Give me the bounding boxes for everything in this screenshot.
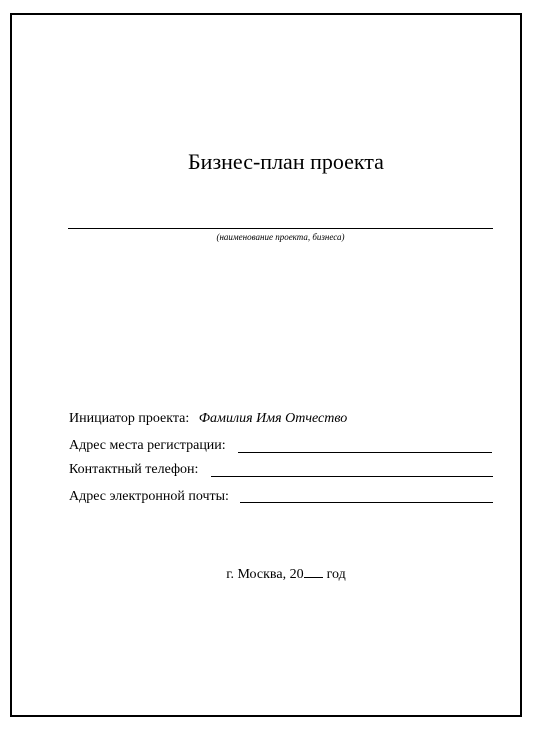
- email-label: Адрес электронной почты:: [69, 489, 229, 504]
- year-blank: [304, 565, 323, 578]
- address-line: [238, 452, 492, 453]
- document-title: Бизнес-план проекта: [188, 149, 384, 174]
- phone-line: [211, 476, 493, 477]
- city-year-line: [0, 565, 533, 584]
- page-border: [10, 13, 522, 717]
- email-line: [240, 502, 493, 503]
- project-name-caption: (наименование проекта, бизнеса): [216, 232, 345, 242]
- phone-field: [69, 461, 198, 479]
- address-label: Адрес места регистрации:: [69, 438, 226, 453]
- address-field: [69, 437, 226, 455]
- city-year-prefix: г. Москва, 20: [226, 567, 304, 582]
- initiator-value: Фамилия Имя Отчество: [198, 411, 348, 426]
- initiator-field: [69, 410, 347, 428]
- project-name-line: [68, 228, 493, 229]
- phone-label: Контактный телефон:: [69, 462, 199, 477]
- initiator-label: Инициатор проекта:: [69, 411, 190, 426]
- city-year-suffix: год: [326, 567, 346, 582]
- email-field: [69, 488, 229, 506]
